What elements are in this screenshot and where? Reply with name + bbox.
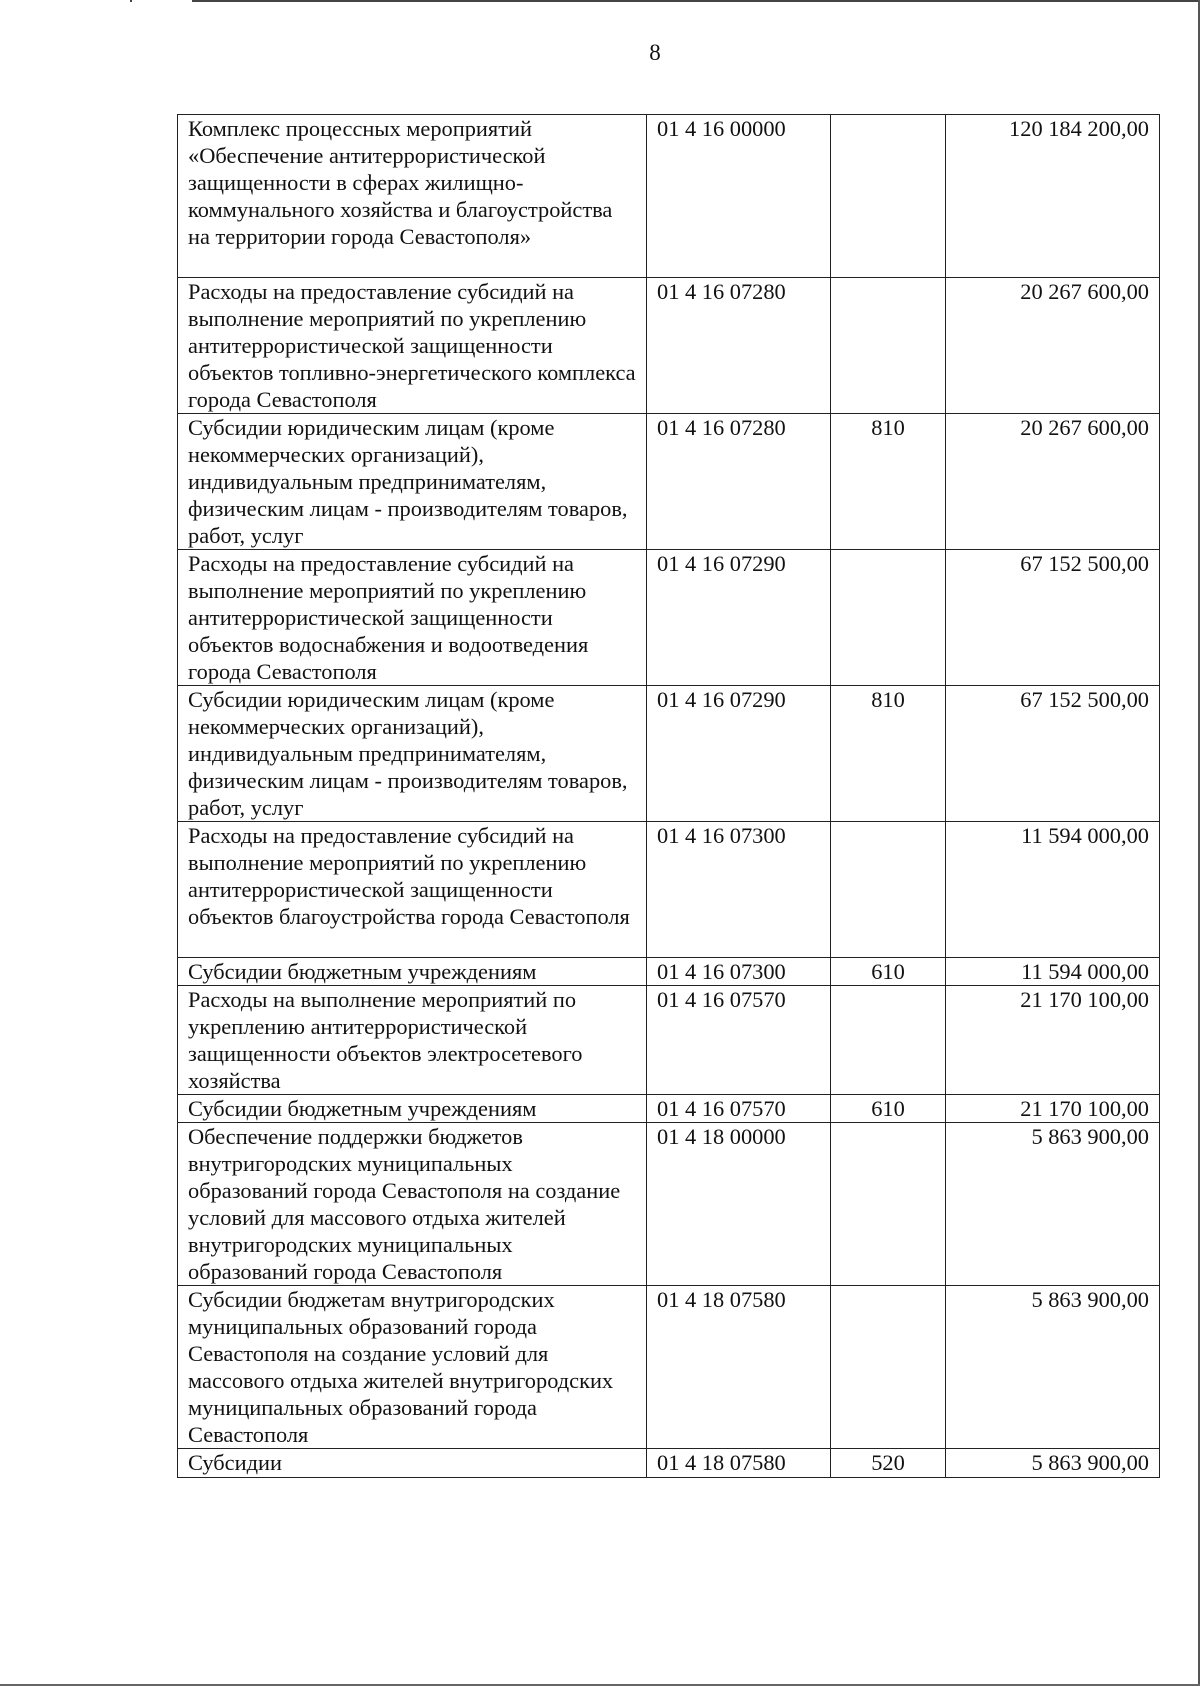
- row-sum: 5 863 900,00: [946, 1449, 1160, 1478]
- row-name: Субсидии: [178, 1449, 647, 1478]
- scan-edge-top: [130, 0, 1200, 2]
- row-name: Субсидии бюджетным учреждениям: [178, 958, 647, 986]
- row-code: 01 4 18 00000: [647, 1123, 831, 1286]
- row-type: 520: [831, 1449, 946, 1478]
- row-type: 810: [831, 414, 946, 550]
- row-type: [831, 822, 946, 958]
- scan-edge-top-gap: [132, 0, 192, 2]
- row-code: 01 4 18 07580: [647, 1449, 831, 1478]
- row-name: Субсидии бюджетным учреждениям: [178, 1095, 647, 1123]
- row-name: Субсидии бюджетам внутригородских муниципальных образований города Севастополя на создание условий для массового отдыха жителей внутригородских муниципальных образований города Севастополя: [178, 1286, 647, 1449]
- row-sum: 67 152 500,00: [946, 550, 1160, 686]
- table-row: [178, 1449, 1160, 1478]
- row-code: 01 4 18 07580: [647, 1286, 831, 1449]
- row-code: 01 4 16 07570: [647, 986, 831, 1095]
- row-type: 610: [831, 1095, 946, 1123]
- row-code: 01 4 16 07300: [647, 958, 831, 986]
- row-name: Расходы на предоставление субсидий на выполнение мероприятий по укреплению антитеррористической защищенности объектов топливно-энергетического комплекса города Севастополя: [178, 278, 647, 414]
- row-code: 01 4 16 07290: [647, 550, 831, 686]
- row-type: [831, 1123, 946, 1286]
- row-name: Расходы на выполнение мероприятий по укреплению антитеррористической защищенности объектов электросетевого хозяйства: [178, 986, 647, 1095]
- row-sum: 5 863 900,00: [946, 1123, 1160, 1286]
- table-row: [178, 986, 1160, 1095]
- table-row: [178, 958, 1160, 986]
- table-row: [178, 1286, 1160, 1449]
- row-type: [831, 550, 946, 686]
- row-name: Расходы на предоставление субсидий на выполнение мероприятий по укреплению антитеррористической защищенности объектов водоснабжения и водоотведения города Севастополя: [178, 550, 647, 686]
- table-row: [178, 414, 1160, 550]
- row-name: Комплекс процессных мероприятий «Обеспечение антитеррористической защищенности в сферах жилищно-коммунального хозяйства и благоустройства на территории города Севастополя»: [178, 115, 647, 278]
- row-sum: 120 184 200,00: [946, 115, 1160, 278]
- row-name: Обеспечение поддержки бюджетов внутригородских муниципальных образований города Севастополя на создание условий для массового отдыха жителей внутригородских муниципальных образований города Севастополя: [178, 1123, 647, 1286]
- row-name: Субсидии юридическим лицам (кроме некоммерческих организаций), индивидуальным предпринимателям, физическим лицам - производителям товаров, работ, услуг: [178, 414, 647, 550]
- budget-table: [177, 114, 1160, 1478]
- row-type: [831, 986, 946, 1095]
- row-code: 01 4 16 07290: [647, 686, 831, 822]
- row-sum: 67 152 500,00: [946, 686, 1160, 822]
- row-sum: 20 267 600,00: [946, 278, 1160, 414]
- table-row: [178, 278, 1160, 414]
- row-sum: 21 170 100,00: [946, 986, 1160, 1095]
- table-row: [178, 1123, 1160, 1286]
- row-type: [831, 115, 946, 278]
- row-type: [831, 1286, 946, 1449]
- row-sum: 5 863 900,00: [946, 1286, 1160, 1449]
- row-sum: 20 267 600,00: [946, 414, 1160, 550]
- row-sum: 11 594 000,00: [946, 822, 1160, 958]
- row-code: 01 4 16 07300: [647, 822, 831, 958]
- row-code: 01 4 16 00000: [647, 115, 831, 278]
- row-code: 01 4 16 07570: [647, 1095, 831, 1123]
- table-row: [178, 115, 1160, 278]
- table-row: [178, 1095, 1160, 1123]
- row-type: 610: [831, 958, 946, 986]
- row-name: Субсидии юридическим лицам (кроме некоммерческих организаций), индивидуальным предпринимателям, физическим лицам - производителям товаров, работ, услуг: [178, 686, 647, 822]
- row-type: [831, 278, 946, 414]
- row-name: Расходы на предоставление субсидий на выполнение мероприятий по укреплению антитеррористической защищенности объектов благоустройства города Севастополя: [178, 822, 647, 958]
- page-number: 8: [649, 40, 661, 65]
- row-type: 810: [831, 686, 946, 822]
- row-code: 01 4 16 07280: [647, 278, 831, 414]
- table-row: [178, 550, 1160, 686]
- table-row: [178, 686, 1160, 822]
- table-row: [178, 822, 1160, 958]
- row-sum: 11 594 000,00: [946, 958, 1160, 986]
- row-code: 01 4 16 07280: [647, 414, 831, 550]
- row-sum: 21 170 100,00: [946, 1095, 1160, 1123]
